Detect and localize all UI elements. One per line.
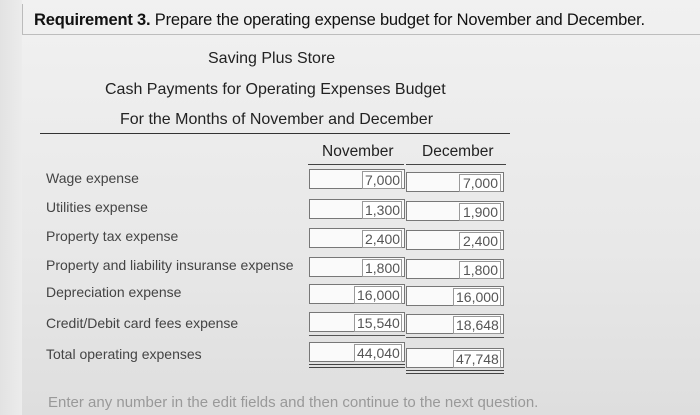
row-label-insurance: Property and liability insuranse expense [46,257,294,273]
total-double-rule-december [406,370,504,374]
column-header-december: December [422,143,494,160]
input-utilities-december[interactable]: 1,900 [459,203,501,221]
column-header-november: November [322,143,394,160]
cell-insurance-november[interactable] [309,257,405,277]
cell-utilities-december[interactable] [406,201,504,221]
row-label-depreciation: Depreciation expense [46,284,182,300]
cell-card-fees-november[interactable] [309,312,405,332]
row-label-wage: Wage expense [46,170,139,186]
row-label-card-fees: Credit/Debit card fees expense [46,315,239,331]
input-wage-november[interactable]: 7,000 [362,171,402,189]
row-label-property-tax: Property tax expense [46,228,179,244]
budget-period: For the Months of November and December [120,111,434,128]
cell-wage-november[interactable] [309,169,405,189]
input-utilities-november[interactable]: 1,300 [362,201,402,219]
input-total-december[interactable]: 47,748 [453,350,501,368]
cell-total-december[interactable] [406,348,504,368]
cell-utilities-november[interactable] [309,199,405,219]
subtotal-rule-november [309,335,405,336]
requirement-title [34,11,645,30]
cell-depreciation-november[interactable] [309,284,405,304]
cell-property-tax-december[interactable] [406,230,504,250]
input-depreciation-december[interactable]: 16,000 [453,288,501,306]
budget-title: Cash Payments for Operating Expenses Budget [105,81,446,98]
cell-depreciation-december[interactable] [406,286,504,306]
row-label-utilities: Utilities expense [46,199,148,215]
input-property-tax-november[interactable]: 2,400 [362,230,402,248]
column-rule-november [308,164,404,165]
input-insurance-november[interactable]: 1,800 [362,259,402,277]
input-insurance-december[interactable]: 1,800 [459,261,501,279]
header-rule [40,133,510,134]
input-card-fees-december[interactable]: 18,648 [453,316,501,334]
requirement-label: Requirement 3. [34,11,151,29]
input-depreciation-november[interactable]: 16,000 [354,286,402,304]
input-property-tax-december[interactable]: 2,400 [459,232,501,250]
total-double-rule-november [309,364,405,368]
input-total-november[interactable]: 44,040 [354,344,402,362]
cell-insurance-december[interactable] [406,259,504,279]
requirement-text: Prepare the operating expense budget for November and December. [154,11,645,29]
input-card-fees-november[interactable]: 15,540 [354,314,402,332]
cell-wage-december[interactable] [406,172,504,192]
row-label-total: Total operating expenses [46,346,202,362]
subtotal-rule-december [406,337,504,338]
input-wage-december[interactable]: 7,000 [459,174,501,192]
footer-note: Enter any number in the edit fields and then continue to the next question. [48,394,539,411]
cell-total-november[interactable] [309,342,405,362]
requirement-divider [22,34,700,35]
column-rule-december [406,164,506,165]
cell-card-fees-december[interactable] [406,314,504,334]
store-name: Saving Plus Store [208,50,336,67]
left-margin [0,0,22,415]
cell-property-tax-november[interactable] [309,228,405,248]
